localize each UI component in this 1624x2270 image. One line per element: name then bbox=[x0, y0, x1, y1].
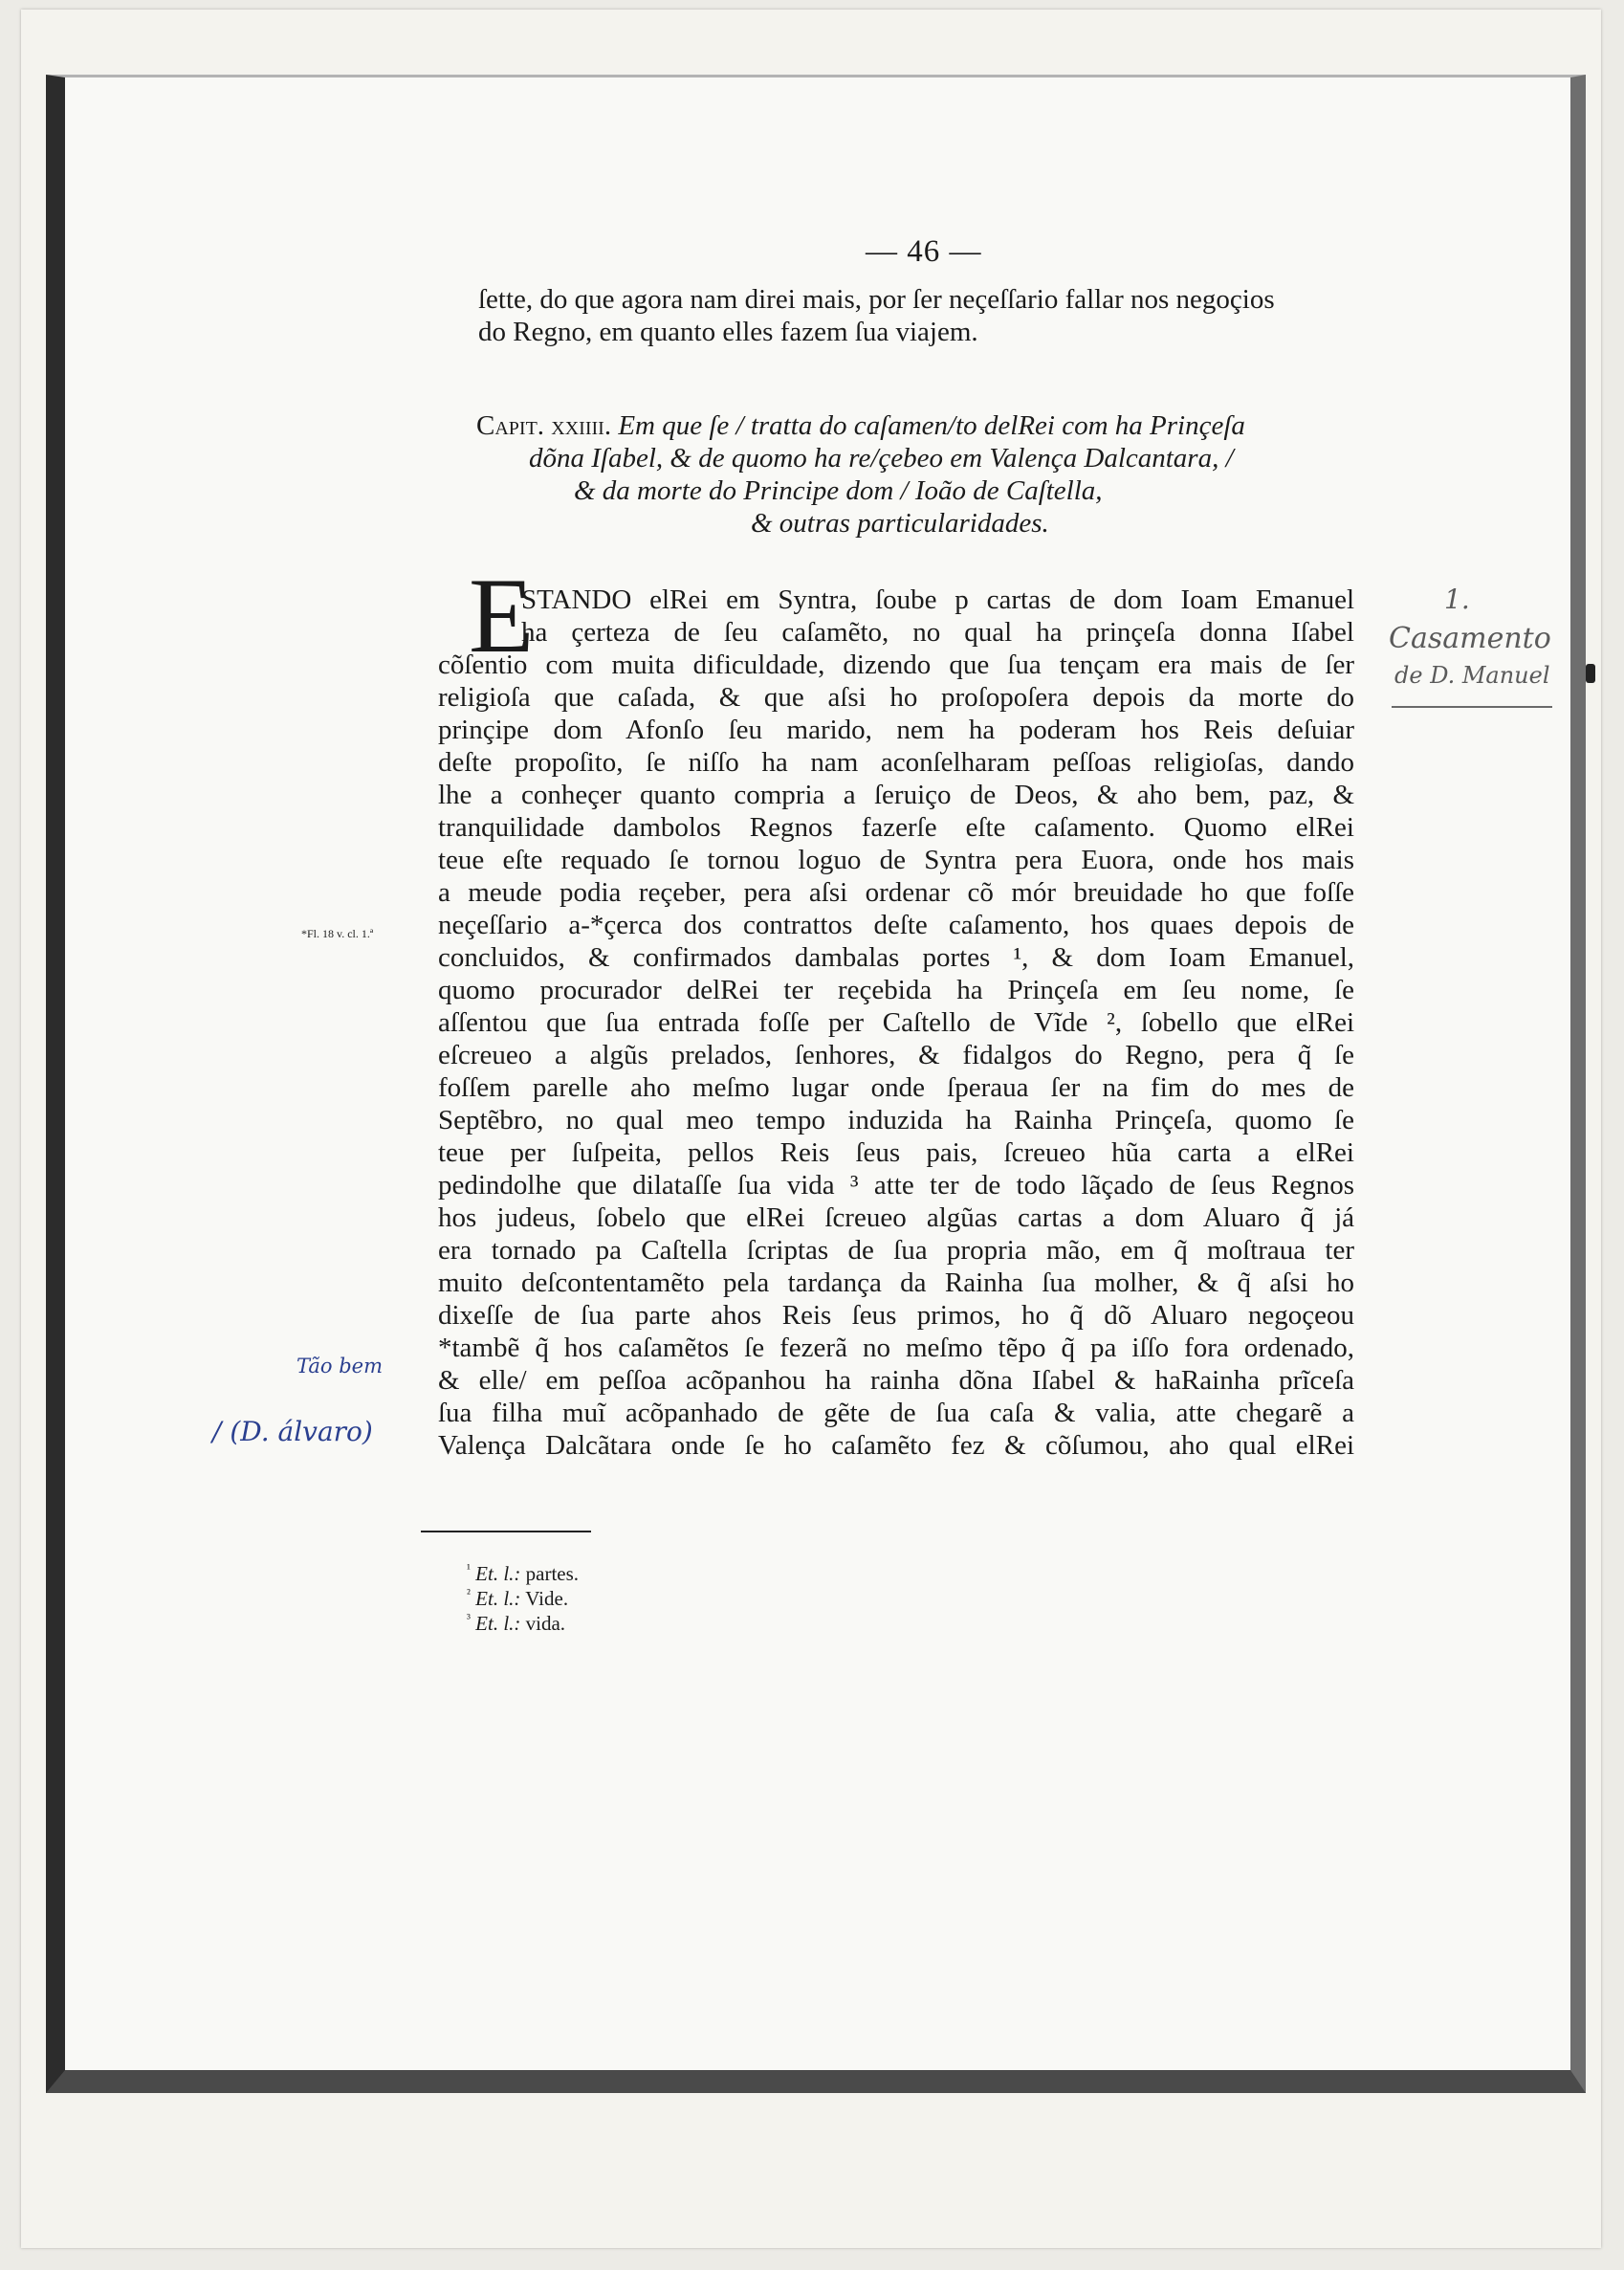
footnote bbox=[467, 1557, 579, 1585]
handwritten-note: / (D. álvaro) bbox=[212, 1416, 373, 1447]
footnote-number: ¹ bbox=[467, 1561, 471, 1576]
footnote bbox=[467, 1607, 565, 1635]
body-line: tranquilidade dambolos Regnos fazerſe eſte caſamento. Quomo elRei bbox=[438, 812, 1354, 843]
handwritten-note: Tão bem bbox=[296, 1355, 383, 1377]
margin-blot bbox=[1586, 664, 1595, 683]
chapter-title-line: Em que ſe / tratta do caſamen/to delRei com ha Prinçeſa bbox=[618, 410, 1245, 441]
footnote-text: Vide. bbox=[525, 1587, 569, 1610]
handwritten-note: de D. Manuel bbox=[1394, 662, 1550, 689]
footnote-text: partes. bbox=[525, 1562, 580, 1585]
footnote bbox=[467, 1582, 568, 1610]
footnote-abbr: Et. l.: bbox=[475, 1587, 521, 1610]
body-line: quomo procurador delRei ter reçebida ha Prinçeſa em ſeu nome, ſe bbox=[438, 975, 1354, 1005]
body-line: neçeſſario a-*çerca dos contrattos deſte caſamento, hos quaes depois de bbox=[438, 910, 1354, 940]
body-line: pedindolhe que dilataſſe ſua vida ³ atte ter de todo lãçado de ſeus Regnos bbox=[438, 1170, 1354, 1201]
chapter-title-line: & da morte do Principe dom / Ioão de Caſtella, bbox=[574, 475, 1103, 506]
chapter-title-line: dõna Iſabel, & de quomo ha re/çebeo em Valença Dalcantara, / bbox=[529, 443, 1234, 474]
body-line: hos judeus, ſobelo que elRei ſcreueo algũas cartas a dom Aluaro q̃ já bbox=[438, 1202, 1354, 1233]
continuation-line: ſette, do que agora nam direi mais, por ſer neçeſſario fallar nos negoçios bbox=[478, 284, 1275, 315]
body-line: concluidos, & confirmados dambalas portes ¹, & dom Ioam Emanuel, bbox=[438, 942, 1354, 973]
body-line: Valença Dalcãtara onde ſe ho caſamẽto fez & cõſumou, aho qual elRei bbox=[438, 1430, 1354, 1461]
body-line: teue eſte requado ſe tornou loguo de Syntra pera Euora, onde hos mais bbox=[438, 845, 1354, 875]
page-number: — 46 — bbox=[866, 234, 982, 269]
footnote-abbr: Et. l.: bbox=[475, 1562, 521, 1585]
continuation-line: do Regno, em quanto elles fazem ſua viajem. bbox=[478, 317, 978, 347]
body-line: Septẽbro, no qual meo tempo induzida ha Rainha Prinçeſa, quomo ſe bbox=[438, 1105, 1354, 1135]
handwritten-note-number: 1. bbox=[1444, 584, 1470, 615]
body-line: a meude podia reçeber, pera aſsi ordenar cõ mór breuidade ho que foſſe bbox=[438, 877, 1354, 908]
body-line: muito deſcontentamẽto pela tardança da Rainha ſua molher, & q̃ aſsi ho bbox=[438, 1267, 1354, 1298]
body-line: lhe a conheçer quanto compria a ſeruiço de Deos, & aho bem, paz, & bbox=[438, 780, 1354, 810]
body-line: era tornado pa Caſtella ſcriptas de ſua propria mão, em q̃ moſtraua ter bbox=[438, 1235, 1354, 1266]
handwritten-underline bbox=[1392, 706, 1552, 708]
body-line: *tambẽ q̃ hos caſamẽtos ſe fezerã no meſmo tẽpo q̃ pa iſſo fora ordenado, bbox=[438, 1333, 1354, 1363]
footnote-number: ³ bbox=[467, 1611, 471, 1625]
body-line: religioſa que caſada, & que aſsi ho proſopoſera depois da morte do bbox=[438, 682, 1354, 713]
folio-margin-note: *Fl. 18 v. cl. 1.ª bbox=[301, 927, 374, 940]
footnote-number: ² bbox=[467, 1586, 471, 1600]
body-line: STANDO elRei em Syntra, ſoube p cartas de dom Ioam Emanuel bbox=[521, 584, 1354, 615]
body-line: deſte propoſito, ſe niſſo ha nam aconſelharam peſſoas religioſas, dando bbox=[438, 747, 1354, 778]
chapter-label: Capit. xxiiii. bbox=[476, 410, 612, 441]
body-line: dixeſſe de ſua parte ahos Reis ſeus primos, ho q̃ dõ Aluaro negoçeou bbox=[438, 1300, 1354, 1331]
footnote-abbr: Et. l.: bbox=[475, 1612, 521, 1635]
body-line: ſua filha muĩ acõpanhado de gẽte de ſua caſa & valia, atte chegarẽ a bbox=[438, 1398, 1354, 1428]
chapter-title-line: & outras particularidades. bbox=[751, 508, 1049, 539]
chapter-heading bbox=[476, 409, 1245, 442]
body-line: aſſentou que ſua entrada foſſe per Caſtello de Vĩde ², ſobello que elRei bbox=[438, 1007, 1354, 1038]
body-line: & elle/ em peſſoa acõpanhou ha rainha dõna Iſabel & haRainha prĩceſa bbox=[438, 1365, 1354, 1396]
body-line: ha çerteza de ſeu caſamẽto, no qual ha prinçeſa donna Iſabel bbox=[521, 617, 1354, 648]
handwritten-note: Casamento bbox=[1389, 622, 1551, 655]
body-line: foſſem parelle aho meſmo lugar onde ſperaua ſer na fim do mes de bbox=[438, 1072, 1354, 1103]
body-line: eſcreueo a algũs prelados, ſenhores, & fidalgos do Regno, pera q̃ ſe bbox=[438, 1040, 1354, 1070]
body-line: teue per ſuſpeita, pellos Reis ſeus pais, ſcreueo hũa carta a elRei bbox=[438, 1137, 1354, 1168]
drop-cap: E bbox=[469, 557, 535, 675]
body-line: prinçipe dom Afonſo ſeu marido, nem ha poderam hos Reis deſuiar bbox=[438, 715, 1354, 745]
footnote-rule bbox=[421, 1531, 591, 1532]
body-line: cõſentio com muita dificuldade, dizendo que ſua tençam era mais de ſer bbox=[438, 650, 1354, 680]
footnote-text: vida. bbox=[525, 1612, 566, 1635]
